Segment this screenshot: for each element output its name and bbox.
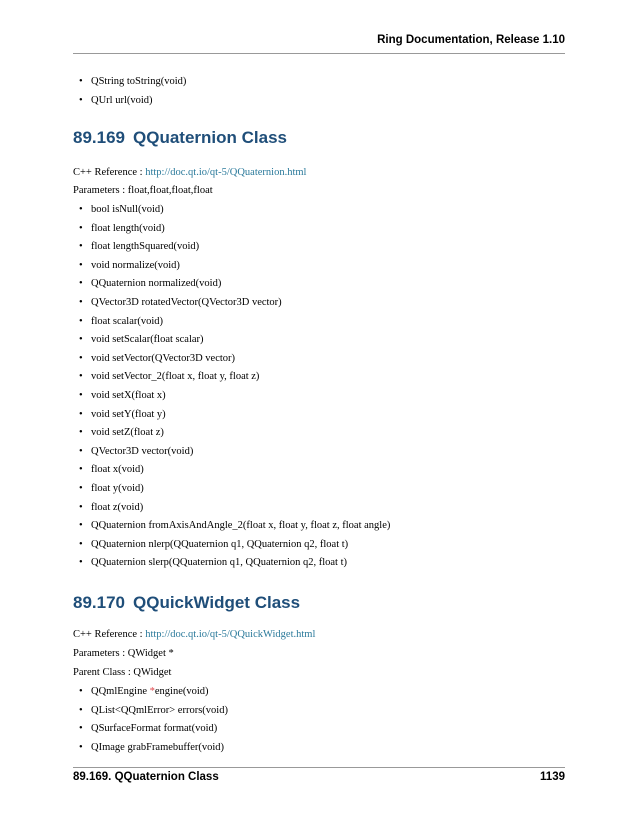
cpp-reference bbox=[73, 628, 315, 641]
list-item bbox=[91, 685, 209, 698]
reference-label: C++ Reference : bbox=[73, 167, 146, 178]
list-item: • void setVector(QVector3D vector) bbox=[91, 352, 235, 365]
method-return-type: QQmlEngine bbox=[91, 686, 150, 697]
list-item: • QQuaternion slerp(QQuaternion q1, QQuaternion q2, float t) bbox=[91, 556, 347, 569]
footer-section-title: 89.169. QQuaternion Class bbox=[73, 771, 219, 783]
section-heading-qquaternion bbox=[73, 128, 287, 148]
list-item: • float z(void) bbox=[91, 501, 143, 514]
section-title: QQuaternion Class bbox=[133, 128, 287, 147]
list-item: • QImage grabFramebuffer(void) bbox=[91, 741, 224, 754]
parent-class-text: Parent Class : QWidget bbox=[73, 667, 172, 678]
list-item: • void setScalar(float scalar) bbox=[91, 333, 204, 346]
list-item: • void setVector_2(float x, float y, float z) bbox=[91, 370, 259, 383]
section-heading-qquickwidget bbox=[73, 593, 300, 613]
method-name: engine(void) bbox=[154, 686, 209, 697]
parameters-text: Parameters : float,float,float,float bbox=[73, 185, 213, 196]
list-item: • float y(void) bbox=[91, 482, 144, 495]
list-item: • QList<QQmlError> errors(void) bbox=[91, 704, 228, 717]
reference-link[interactable]: http://doc.qt.io/qt-5/QQuickWidget.html bbox=[145, 629, 316, 640]
reference-link[interactable]: http://doc.qt.io/qt-5/QQuaternion.html bbox=[145, 167, 307, 178]
list-item: • float x(void) bbox=[91, 463, 144, 476]
list-item: • QVector3D rotatedVector(QVector3D vector) bbox=[91, 296, 282, 309]
list-item: • QVector3D vector(void) bbox=[91, 445, 193, 458]
list-item: • float scalar(void) bbox=[91, 315, 163, 328]
list-item: • QQuaternion normalized(void) bbox=[91, 277, 221, 290]
list-item: • QUrl url(void) bbox=[91, 94, 153, 107]
list-item: • void setY(float y) bbox=[91, 408, 166, 421]
list-item: • void setX(float x) bbox=[91, 389, 166, 402]
parameters-text: Parameters : QWidget * bbox=[73, 648, 174, 659]
list-item: • QSurfaceFormat format(void) bbox=[91, 722, 217, 735]
header-rule bbox=[73, 53, 565, 54]
list-item: • QQuaternion nlerp(QQuaternion q1, QQuaternion q2, float t) bbox=[91, 538, 348, 551]
reference-label: C++ Reference : bbox=[73, 629, 146, 640]
list-item: • float length(void) bbox=[91, 222, 165, 235]
footer-rule bbox=[73, 767, 565, 768]
cpp-reference bbox=[73, 166, 306, 179]
section-number: 89.169 bbox=[73, 128, 125, 147]
list-item: • bool isNull(void) bbox=[91, 203, 164, 216]
list-item: • void normalize(void) bbox=[91, 259, 180, 272]
list-item: • QQuaternion fromAxisAndAngle_2(float x, float y, float z, float angle) bbox=[91, 519, 390, 532]
list-item: • float lengthSquared(void) bbox=[91, 240, 199, 253]
section-number: 89.170 bbox=[73, 593, 125, 612]
pointer-star: * bbox=[149, 686, 155, 697]
running-header: Ring Documentation, Release 1.10 bbox=[377, 34, 565, 46]
page-number: 1139 bbox=[540, 771, 565, 783]
list-item: • QString toString(void) bbox=[91, 75, 186, 88]
list-item: • void setZ(float z) bbox=[91, 426, 164, 439]
section-title: QQuickWidget Class bbox=[133, 593, 301, 612]
